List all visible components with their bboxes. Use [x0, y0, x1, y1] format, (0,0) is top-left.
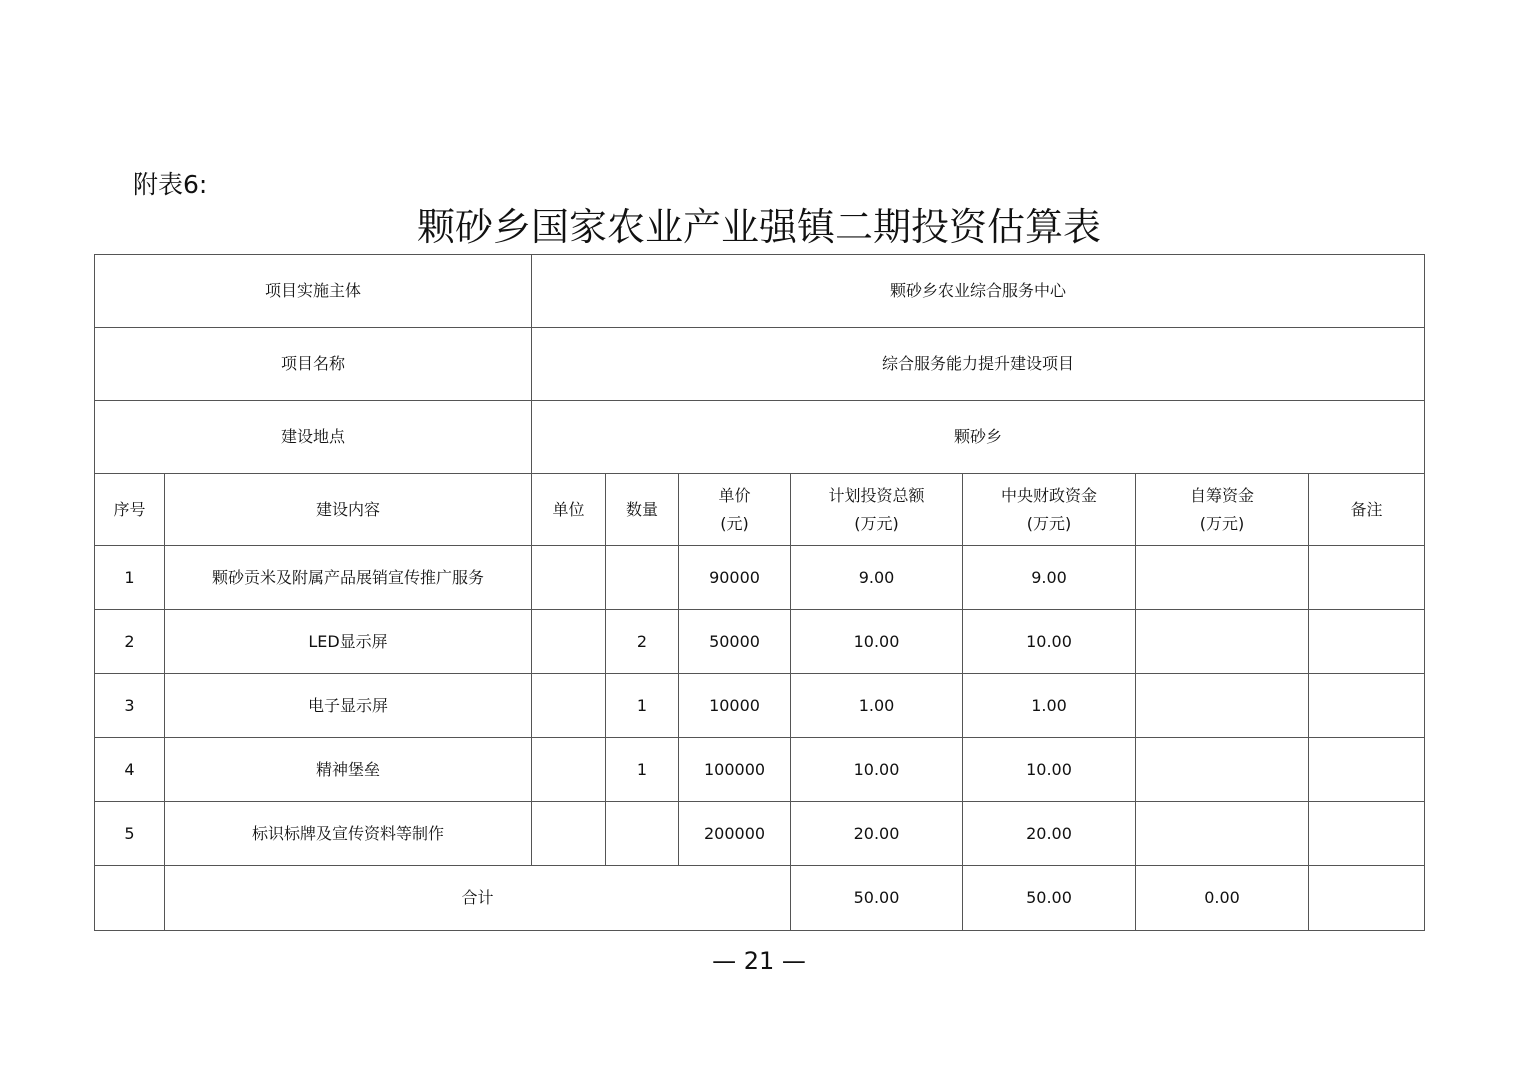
total-seq-cell	[95, 866, 165, 931]
cell-seq: 5	[95, 802, 165, 866]
total-planned-total: 50.00	[791, 866, 963, 931]
cell-seq: 1	[95, 546, 165, 610]
cell-self-funds	[1136, 610, 1309, 674]
cell-self-funds	[1136, 738, 1309, 802]
header-seq: 序号	[95, 474, 165, 546]
cell-quantity	[606, 546, 679, 610]
cell-central-funds: 9.00	[963, 546, 1136, 610]
cell-self-funds	[1136, 674, 1309, 738]
cell-unit-price: 100000	[679, 738, 791, 802]
header-planned-total	[791, 474, 963, 546]
cell-remark	[1309, 802, 1425, 866]
table-row	[95, 674, 1425, 738]
cell-quantity: 2	[606, 610, 679, 674]
cell-remark	[1309, 546, 1425, 610]
header-self-funds-label: 自筹资金	[1190, 485, 1255, 505]
table-row	[95, 610, 1425, 674]
cell-content: 颗砂贡米及附属产品展销宣传推广服务	[165, 546, 532, 610]
cell-unit-price: 50000	[679, 610, 791, 674]
header-content: 建设内容	[165, 474, 532, 546]
header-unit-price-unit: (元)	[720, 513, 749, 533]
cell-unit	[532, 610, 606, 674]
cell-self-funds	[1136, 802, 1309, 866]
header-unit-price-label: 单价	[718, 485, 751, 505]
implementer-label: 项目实施主体	[95, 255, 532, 328]
header-self-funds	[1136, 474, 1309, 546]
project-name-label: 项目名称	[95, 328, 532, 401]
project-name-value: 综合服务能力提升建设项目	[532, 328, 1425, 401]
implementer-row	[95, 255, 1425, 328]
cell-self-funds	[1136, 546, 1309, 610]
implementer-value: 颗砂乡农业综合服务中心	[532, 255, 1425, 328]
header-self-funds-unit: (万元)	[1199, 513, 1245, 533]
cell-quantity: 1	[606, 738, 679, 802]
attachment-label: 附表6:	[133, 170, 208, 199]
header-planned-total-label: 计划投资总额	[828, 485, 925, 505]
cell-planned-total: 1.00	[791, 674, 963, 738]
cell-unit	[532, 802, 606, 866]
location-label: 建设地点	[95, 401, 532, 474]
total-remark	[1309, 866, 1425, 931]
cell-planned-total: 10.00	[791, 610, 963, 674]
cell-remark	[1309, 738, 1425, 802]
header-unit: 单位	[532, 474, 606, 546]
table-row	[95, 546, 1425, 610]
project-name-row	[95, 328, 1425, 401]
cell-seq: 4	[95, 738, 165, 802]
header-planned-total-unit: (万元)	[854, 513, 899, 533]
cell-quantity: 1	[606, 674, 679, 738]
header-central-funds	[963, 474, 1136, 546]
cell-planned-total: 20.00	[791, 802, 963, 866]
cell-content: LED显示屏	[165, 610, 532, 674]
total-self-funds: 0.00	[1136, 866, 1309, 931]
cell-remark	[1309, 610, 1425, 674]
document-title: 颗砂乡国家农业产业强镇二期投资估算表	[416, 205, 1101, 249]
cell-unit-price: 200000	[679, 802, 791, 866]
cell-unit-price: 10000	[679, 674, 791, 738]
cell-remark	[1309, 674, 1425, 738]
cell-content: 电子显示屏	[165, 674, 532, 738]
cell-unit	[532, 674, 606, 738]
column-header-row	[95, 474, 1425, 546]
total-row	[95, 866, 1425, 931]
header-unit-price	[679, 474, 791, 546]
cell-unit-price: 90000	[679, 546, 791, 610]
total-label: 合计	[165, 866, 791, 931]
cell-content: 标识标牌及宣传资料等制作	[165, 802, 532, 866]
cell-content: 精神堡垒	[165, 738, 532, 802]
table-row	[95, 738, 1425, 802]
cell-seq: 2	[95, 610, 165, 674]
cell-planned-total: 10.00	[791, 738, 963, 802]
location-value: 颗砂乡	[532, 401, 1425, 474]
cell-central-funds: 10.00	[963, 738, 1136, 802]
cell-central-funds: 10.00	[963, 610, 1136, 674]
cell-central-funds: 20.00	[963, 802, 1136, 866]
cell-central-funds: 1.00	[963, 674, 1136, 738]
cell-quantity	[606, 802, 679, 866]
header-quantity: 数量	[606, 474, 679, 546]
table-row	[95, 802, 1425, 866]
header-central-funds-unit: (万元)	[1026, 513, 1072, 533]
cell-planned-total: 9.00	[791, 546, 963, 610]
total-central-funds: 50.00	[963, 866, 1136, 931]
page-number: — 21 —	[712, 947, 806, 975]
cell-seq: 3	[95, 674, 165, 738]
investment-estimate-table	[94, 254, 1425, 931]
cell-unit	[532, 546, 606, 610]
header-central-funds-label: 中央财政资金	[1001, 485, 1098, 505]
cell-unit	[532, 738, 606, 802]
location-row	[95, 401, 1425, 474]
header-remark: 备注	[1309, 474, 1425, 546]
